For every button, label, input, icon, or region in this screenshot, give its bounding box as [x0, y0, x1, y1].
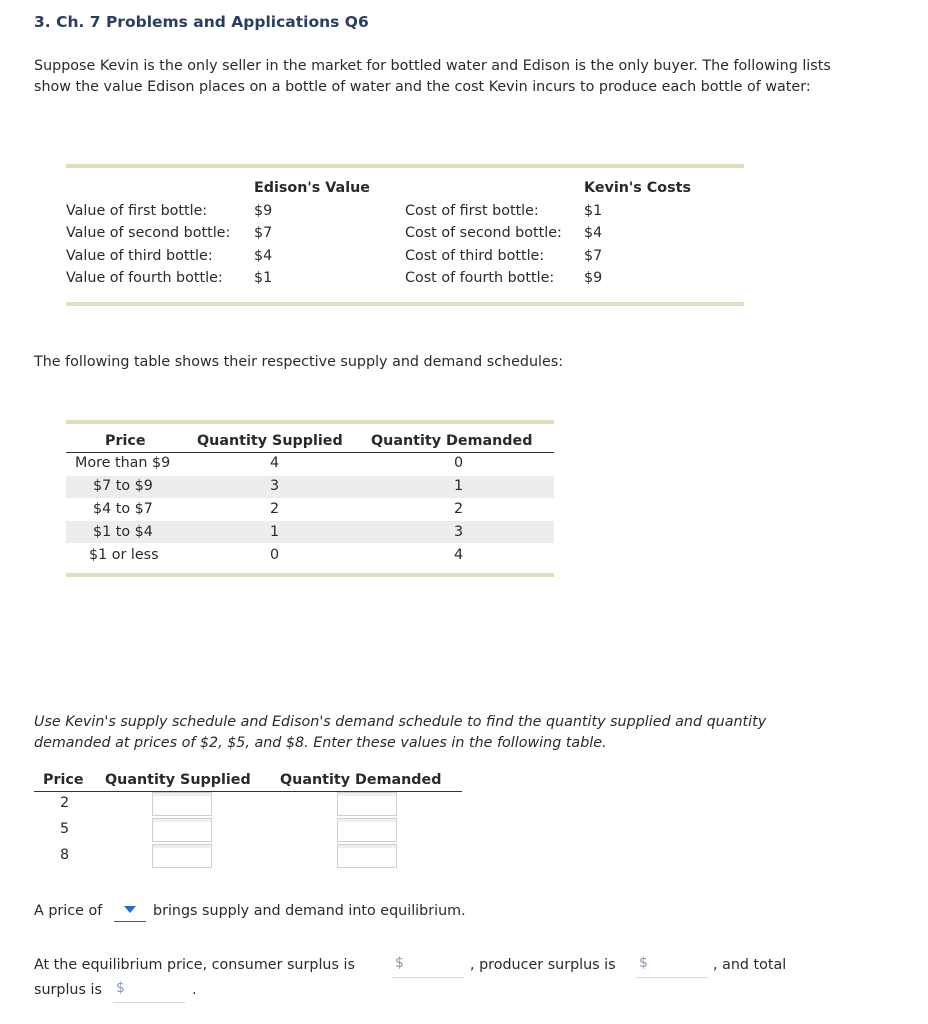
edison-row-value: $9 — [254, 203, 273, 219]
answer-header-price: Price — [43, 772, 84, 788]
table-row-price: $1 or less — [89, 547, 159, 563]
producer-surplus-input[interactable] — [636, 954, 708, 978]
dollar-sign: $ — [116, 980, 125, 996]
kevin-row-label: Cost of first bottle: — [405, 203, 539, 219]
table-row-qs: 4 — [270, 455, 280, 471]
edison-row-value: $4 — [254, 248, 273, 264]
schedule-top-rule — [66, 420, 554, 424]
consumer-surplus-input[interactable] — [392, 954, 464, 978]
qs-input-price-8[interactable] — [152, 844, 212, 868]
schedule-header-price: Price — [105, 433, 146, 449]
edison-row-value: $1 — [254, 270, 273, 286]
table-row-price: $4 to $7 — [93, 501, 153, 517]
kevin-row-value: $9 — [584, 270, 603, 286]
question-title: 3. Ch. 7 Problems and Applications Q6 — [34, 13, 369, 31]
edison-row-label: Value of second bottle: — [66, 225, 231, 241]
surplus-text-2: , producer surplus is — [470, 957, 616, 973]
table-row-qd: 3 — [454, 524, 464, 540]
schedule-bottom-rule — [66, 573, 554, 577]
schedule-header-qs: Quantity Supplied — [197, 433, 343, 449]
equilibrium-price-dropdown[interactable] — [114, 903, 146, 922]
schedule-header-qd: Quantity Demanded — [371, 433, 533, 449]
kevin-row-value: $7 — [584, 248, 603, 264]
surplus-text-3: , and total — [713, 957, 787, 973]
surplus-text-4: surplus is — [34, 982, 102, 998]
table-top-rule — [66, 164, 744, 168]
dollar-sign: $ — [639, 955, 648, 971]
total-surplus-input[interactable] — [113, 979, 185, 1003]
dropdown-caret-icon — [124, 906, 136, 913]
instruction-text: Use Kevin's supply schedule and Edison's demand schedule to find the quantity supplied and quantity demanded at prices of $2, $5, and $8. Enter these values in the following table. — [34, 714, 767, 751]
kevin-row-label: Cost of fourth bottle: — [405, 270, 555, 286]
table-row-price: $7 to $9 — [93, 478, 153, 494]
kevin-row-label: Cost of second bottle: — [405, 225, 562, 241]
table-bottom-rule — [66, 302, 744, 306]
table-row-price: $1 to $4 — [93, 524, 153, 540]
edison-row-label: Value of first bottle: — [66, 203, 208, 219]
qs-input-price-2[interactable] — [152, 792, 212, 816]
schedule-intro: The following table shows their respective supply and demand schedules: — [34, 354, 564, 370]
table-row-qs: 0 — [270, 547, 280, 563]
edison-value-header: Edison's Value — [254, 180, 370, 196]
table-row-price: More than $9 — [75, 455, 171, 471]
schedule-header-underline — [66, 452, 554, 453]
answer-header-qs: Quantity Supplied — [105, 772, 251, 788]
answer-price: 2 — [60, 795, 70, 811]
qd-input-price-5[interactable] — [337, 818, 397, 842]
kevin-row-value: $1 — [584, 203, 603, 219]
edison-row-label: Value of fourth bottle: — [66, 270, 223, 286]
edison-row-value: $7 — [254, 225, 273, 241]
table-row-qd: 2 — [454, 501, 464, 517]
qd-input-price-2[interactable] — [337, 792, 397, 816]
kevin-row-value: $4 — [584, 225, 603, 241]
surplus-text-1: At the equilibrium price, consumer surplus is — [34, 957, 355, 973]
edison-row-label: Value of third bottle: — [66, 248, 213, 264]
answer-header-qd: Quantity Demanded — [280, 772, 442, 788]
question-intro: Suppose Kevin is the only seller in the market for bottled water and Edison is the only buyer. The following lists show the value Edison places on a bottle of water and the cost Kevin incurs to produce each bottle of water: — [34, 58, 831, 95]
kevin-costs-header: Kevin's Costs — [584, 180, 691, 196]
table-row-qs: 2 — [270, 501, 280, 517]
table-row-qd: 0 — [454, 455, 464, 471]
qs-input-price-5[interactable] — [152, 818, 212, 842]
table-row-qs: 1 — [270, 524, 280, 540]
answer-header-underline — [34, 791, 462, 792]
table-row-qs: 3 — [270, 478, 280, 494]
table-row-qd: 1 — [454, 478, 464, 494]
answer-price: 8 — [60, 847, 70, 863]
equilibrium-text-before: A price of — [34, 903, 103, 919]
table-row-qd: 4 — [454, 547, 464, 563]
qd-input-price-8[interactable] — [337, 844, 397, 868]
kevin-row-label: Cost of third bottle: — [405, 248, 545, 264]
dollar-sign: $ — [395, 955, 404, 971]
surplus-text-end: . — [192, 982, 197, 998]
equilibrium-text-after: brings supply and demand into equilibrium. — [153, 903, 466, 919]
answer-price: 5 — [60, 821, 70, 837]
